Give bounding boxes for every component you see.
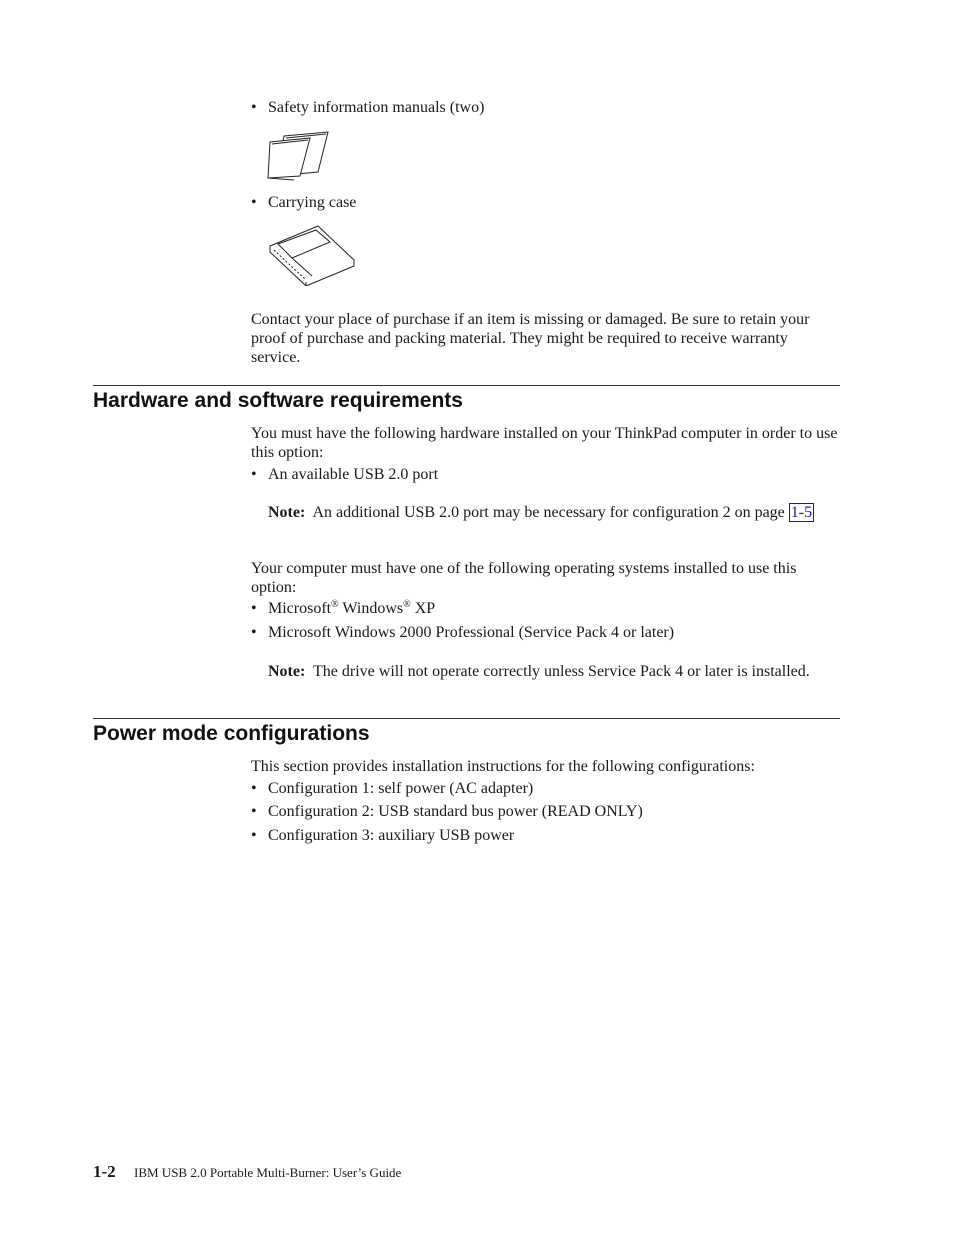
os-intro-paragraph: Your computer must have one of the following operating systems installed to use this option:	[251, 560, 797, 596]
page-number: 1-2	[93, 1162, 116, 1181]
contact-paragraph: Contact your place of purchase if an item is missing or damaged. Be sure to retain your proof of purchase and packing material. They might be required to receive warranty service.	[251, 311, 810, 366]
bullet-mark: •	[251, 194, 257, 211]
os-name-part: XP	[410, 600, 436, 617]
carrying-case-illustration	[266, 224, 358, 286]
note-text: An additional USB 2.0 port may be necessary for configuration 2 on page	[312, 504, 785, 521]
bullet-mark: •	[251, 827, 257, 844]
footer-title: IBM USB 2.0 Portable Multi-Burner: User’s Guide	[134, 1165, 402, 1180]
os-name-part: Windows	[338, 600, 404, 617]
note	[268, 503, 840, 522]
section-divider	[93, 385, 840, 386]
note-label: Note:	[268, 504, 306, 521]
note-text: The drive will not operate correctly unless Service Pack 4 or later is installed.	[313, 663, 810, 680]
section-heading: Power mode configurations	[93, 722, 370, 745]
list-item-text: Microsoft Windows 2000 Professional (Service Pack 4 or later)	[268, 624, 675, 641]
registered-mark: ®	[403, 599, 411, 610]
list-item-text: An available USB 2.0 port	[268, 466, 439, 483]
bullet-mark: •	[251, 466, 257, 483]
list-item-text: Configuration 2: USB standard bus power (READ ONLY)	[268, 803, 643, 820]
bullet-mark: •	[251, 600, 257, 617]
list-item-text: Safety information manuals (two)	[268, 99, 485, 116]
list-item-text	[268, 600, 435, 618]
list-item-text: Configuration 3: auxiliary USB power	[268, 827, 515, 844]
os-name-part: Microsoft	[268, 600, 332, 617]
section-divider	[93, 718, 840, 719]
bullet-mark: •	[251, 780, 257, 797]
registered-mark: ®	[331, 599, 339, 610]
note-label: Note:	[268, 663, 306, 680]
list-item-text: Configuration 1: self power (AC adapter)	[268, 780, 534, 797]
bullet-mark: •	[251, 624, 257, 641]
section-heading: Hardware and software requirements	[93, 389, 463, 412]
page-reference-link[interactable]: 1-5	[790, 504, 813, 521]
note	[268, 662, 840, 681]
safety-manuals-illustration	[266, 128, 332, 182]
bullet-mark: •	[251, 99, 257, 116]
hw-intro-paragraph: You must have the following hardware installed on your ThinkPad computer in order to use this option:	[251, 425, 838, 461]
list-item-text: Carrying case	[268, 194, 357, 211]
power-intro-paragraph: This section provides installation instructions for the following configurations:	[251, 758, 755, 775]
bullet-mark: •	[251, 803, 257, 820]
